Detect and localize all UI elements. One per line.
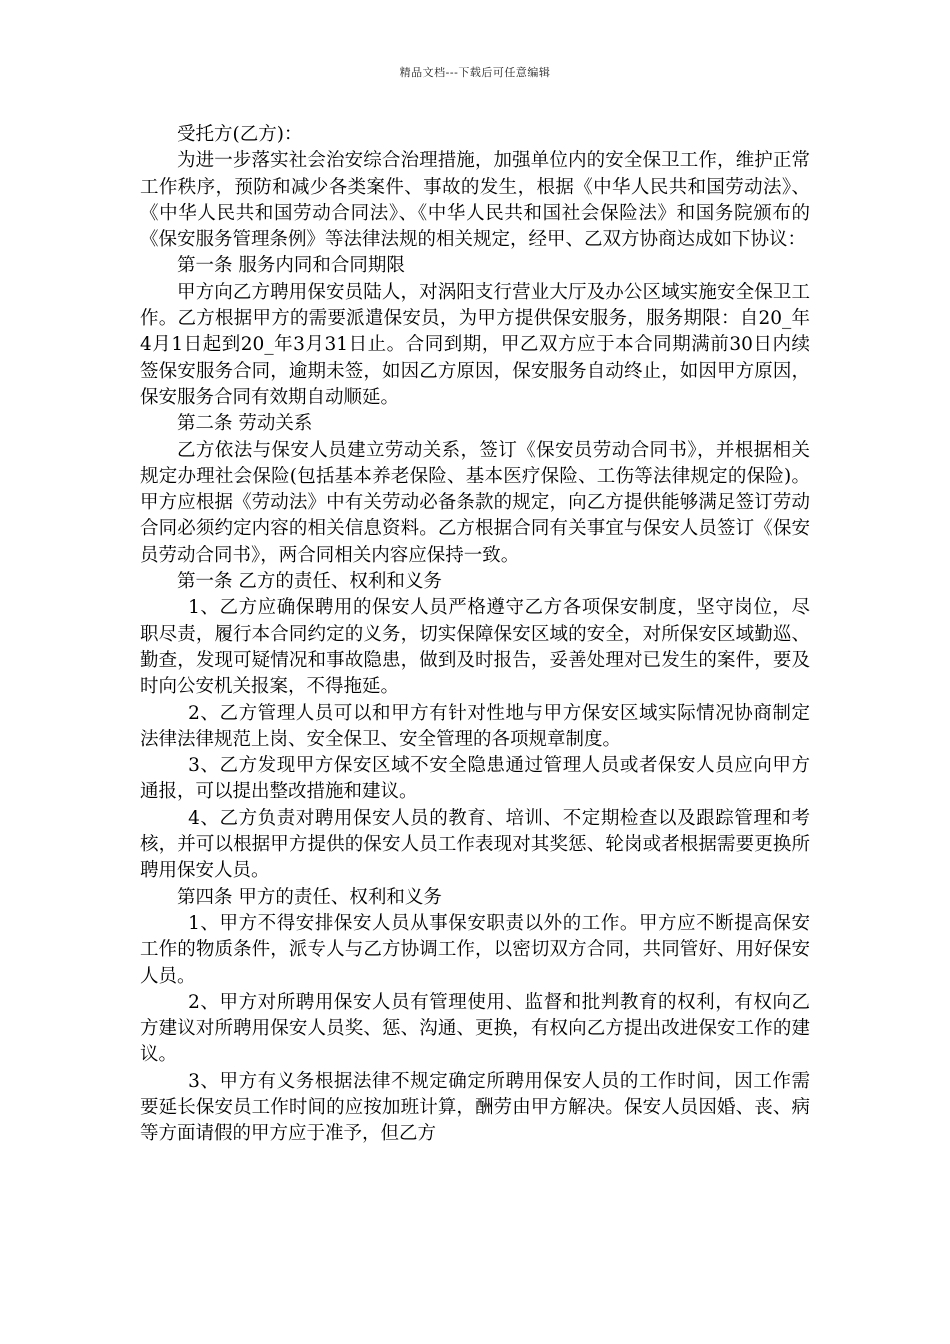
- article-4-item-2: 2、甲方对所聘用保安人员有管理使用、监督和批判教育的权利，有权向乙方建议对所聘用保安人员奖、惩、沟通、更换，有权向乙方提出改进保安工作的建议。: [140, 991, 810, 1066]
- article-3-item-2: 2、乙方管理人员可以和甲方有针对性地与甲方保安区域实际情况协商制定法律法律规范上岗、安全保卫、安全管理的各项规章制度。: [140, 702, 810, 750]
- article-4-item-3: 3、甲方有义务根据法律不规定确定所聘用保安人员的工作时间，因工作需要延长保安员工作时间的应按加班计算，酬劳由甲方解决。保安人员因婚、丧、病等方面请假的甲方应于准予，但乙方: [140, 1070, 810, 1145]
- article-1-paragraph: 甲方向乙方聘用保安员陆人，对涡阳支行营业大厅及办公区域实施安全保卫工作。乙方根据甲方的需要派遣保安员，为甲方提供保安服务，服务期限：自20_年4月1日起到20_年3月31日止。合同到期，甲乙双方应于本合同期满前30日内续签保安服务合同，逾期未签，如因乙方原因，保安服务自动终止，如因甲方原因，保安服务合同有效期自动顺延。: [140, 281, 810, 408]
- article-3-item-4: 4、乙方负责对聘用保安人员的教育、培训、不定期检查以及跟踪管理和考核，并可以根据甲方提供的保安人员工作表现对其奖惩、轮岗或者根据需要更换所聘用保安人员。: [140, 807, 810, 882]
- article-3-heading: 第一条 乙方的责任、权利和义务: [177, 571, 442, 593]
- party-b-label: 受托方(乙方)：: [177, 124, 303, 145]
- page-header: 精品文档---下载后可任意编辑: [399, 66, 551, 79]
- preamble-paragraph: 为进一步落实社会治安综合治理措施，加强单位内的安全保卫工作，维护正常工作秩序，预防和减少各类案件、事故的发生，根据《中华人民共和国劳动法》、《中华人民共和国劳动合同法》、《中华人民共和国社会保险法》和国务院颁布的《保安服务管理条例》等法律法规的相关规定，经甲、乙双方协商达成如下协议：: [140, 150, 810, 251]
- article-1-heading: 第一条 服务内同和合同期限: [177, 255, 405, 277]
- article-3-item-3: 3、乙方发现甲方保安区域不安全隐患通过管理人员或者保安人员应向甲方通报，可以提出整改措施和建议。: [140, 755, 810, 803]
- article-2-paragraph: 乙方依法与保安人员建立劳动关系，签订《保安员劳动合同书》，并根据相关规定办理社会保险(包括基本养老保险、基本医疗保险、工伤等法律规定的保险)。甲方应根据《劳动法》中有关劳动必备条款的规定，向乙方提供能够满足签订劳动合同必须约定内容的相关信息资料。乙方根据合同有关事宜与保安人员签订《保安员劳动合同书》，两合同相关内容应保持一致。: [140, 439, 810, 566]
- document-body: [140, 122, 810, 1148]
- article-4-heading: 第四条 甲方的责任、权利和义务: [177, 886, 442, 908]
- article-4-item-1: 1、甲方不得安排保安人员从事保安职责以外的工作。甲方应不断提高保安工作的物质条件，派专人与乙方协调工作，以密切双方合同，共同管好、用好保安人员。: [140, 912, 810, 987]
- article-2-heading: 第二条 劳动关系: [177, 413, 313, 435]
- article-3-item-1: 1、乙方应确保聘用的保安人员严格遵守乙方各项保安制度，坚守岗位，尽职尽责，履行本合同约定的义务，切实保障保安区域的安全，对所保安区域勤巡、勤查，发现可疑情况和事故隐患，做到及时报告，妥善处理对已发生的案件，要及时向公安机关报案，不得拖延。: [140, 597, 810, 698]
